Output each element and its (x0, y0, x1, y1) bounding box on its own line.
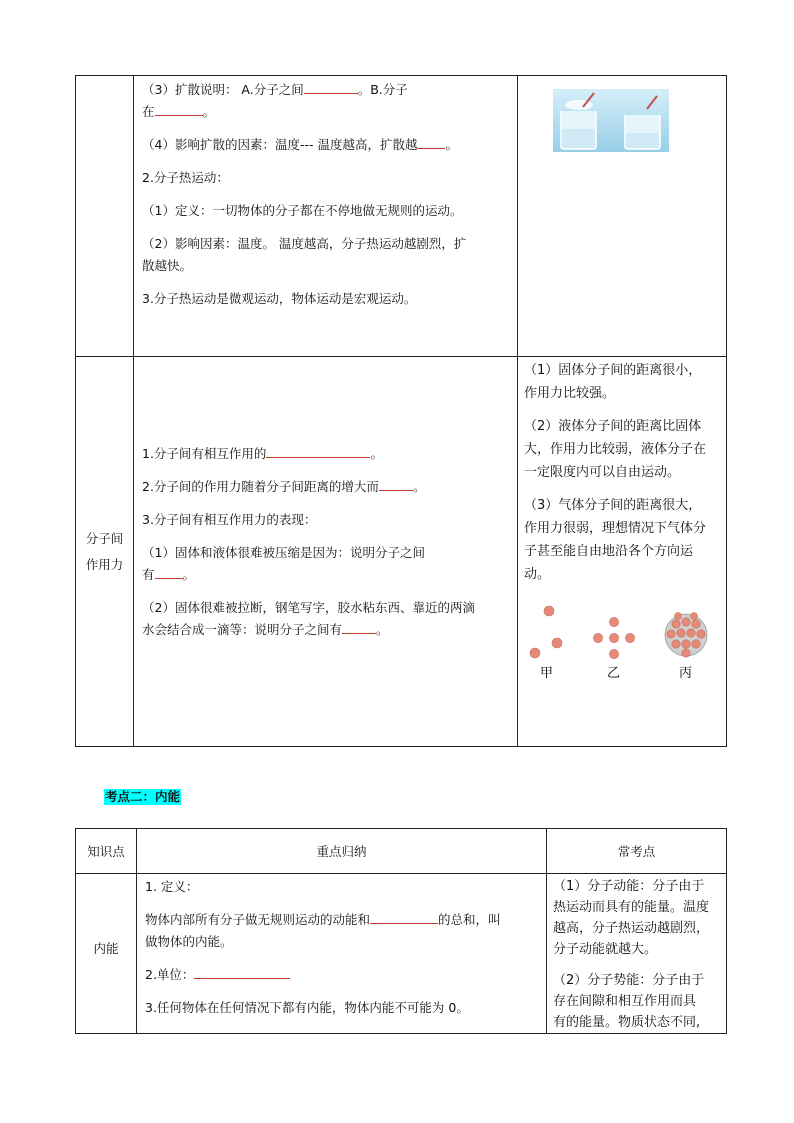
figure-label-bing: 丙 (679, 666, 693, 680)
diffusion-explain-text: （3）扩散说明： A.分子之间 (142, 82, 304, 97)
force-manifestation-title: 3.分子间有相互作用力的表现： (142, 512, 317, 527)
answer-blank[interactable] (304, 92, 358, 94)
kinetic-note-line2: 热运动而具有的能量。温度 (553, 900, 710, 915)
answer-blank[interactable] (417, 147, 445, 149)
compression-text: （1）固体和液体很难被压缩是因为：说明分子之间 (142, 545, 425, 560)
heat-motion-definition: （1）定义：一切物体的分子都在不停地做无规则的运动。 (142, 203, 463, 218)
diffusion-factor-text: （4）影响扩散的因素：温度--- 温度越高，扩散越 (142, 137, 418, 152)
kinetic-note-line4: 分子动能就越大。 (553, 942, 658, 957)
gas-note-line3: 子甚至能自由地沿各个方向运 (524, 544, 694, 559)
answer-blank[interactable] (342, 632, 376, 634)
beaker-diffusion-image (553, 89, 669, 152)
gas-note-line4: 动。 (524, 567, 551, 582)
text-fragment: 。 (445, 137, 458, 152)
solid-note-line2: 作用力比较强。 (524, 386, 616, 401)
liquid-molecule (609, 633, 618, 642)
internal-energy-label: 内能 (76, 874, 137, 1034)
answer-blank[interactable] (155, 577, 183, 579)
gas-note-line1: （3）气体分子间的距离很大， (524, 498, 702, 513)
figure-label-yi: 乙 (607, 666, 621, 680)
definition-text: 物体内部所有分子做无规则运动的动能和 (145, 912, 371, 927)
text-fragment: 的总和，叫 (438, 912, 501, 927)
answer-blank[interactable] (370, 922, 438, 924)
text-fragment: 有 (142, 567, 155, 582)
liquid-molecule (625, 633, 634, 642)
liquid-molecule (609, 649, 618, 658)
table-row (76, 874, 727, 1034)
section-heading: 考点二：内能 (105, 789, 181, 804)
definition-title: 1. 定义： (145, 879, 199, 894)
table-row (76, 357, 727, 747)
row1-label-cell (76, 76, 134, 357)
text-fragment: 水会结合成一滴等：说明分子之间有 (142, 622, 343, 637)
solid-note-line1: （1）固体分子间的距离很小， (524, 363, 702, 378)
internal-energy-content-cell (137, 874, 547, 1034)
table-header-row (76, 829, 727, 874)
text-fragment: 在 (142, 104, 155, 119)
unit-label: 2.单位： (145, 967, 195, 982)
heat-motion-factor-line2: 散越快。 (142, 258, 193, 273)
knowledge-table-2 (75, 828, 727, 1034)
row1-content-cell (134, 76, 518, 357)
potential-note-line3: 有的能量。物质状态不同, (553, 1015, 701, 1030)
kinetic-note-line3: 越高，分子热运动越剧烈， (553, 921, 710, 936)
text-fragment: 。 (202, 104, 216, 119)
answer-blank[interactable] (194, 977, 290, 979)
internal-energy-notes-cell (547, 874, 727, 1034)
gas-molecule (552, 638, 562, 648)
text-fragment: 。B.分子 (357, 82, 408, 97)
header-knowledge-point: 知识点 (76, 829, 137, 874)
potential-note-line2: 存在间隙和相互作用而具 (553, 994, 697, 1009)
figure-label-jia: 甲 (540, 666, 554, 680)
text-fragment: 。 (412, 479, 426, 494)
row2-label-cell (76, 357, 134, 747)
answer-blank[interactable] (266, 456, 370, 458)
table-row (76, 76, 727, 357)
gas-molecule (544, 606, 554, 616)
row1-figure-cell (518, 76, 727, 357)
row2-notes-cell (518, 357, 727, 747)
gas-note-line2: 作用力很弱，理想情况下气体分 (524, 521, 707, 536)
tension-text: （2）固体很难被拉断，钢笔写字，胶水粘东西、靠近的两滴 (142, 600, 475, 615)
answer-blank[interactable] (379, 489, 413, 491)
row2-content-cell (134, 357, 518, 747)
kinetic-note-line1: （1）分子动能：分子由于 (553, 879, 705, 894)
liquid-note-line1: （2）液体分子间的距离比固体 (524, 419, 702, 434)
micro-macro-note: 3.分子热运动是微观运动，物体运动是宏观运动。 (142, 291, 417, 306)
liquid-note-line3: 一定限度内可以自由运动。 (524, 465, 681, 480)
internal-energy-note: 3.任何物体在任何情况下都有内能，物体内能不可能为 0。 (145, 1000, 469, 1015)
potential-note-line1: （2）分子势能：分子由于 (553, 973, 705, 988)
molecule-states-figure (518, 600, 725, 680)
header-key-summary: 重点归纳 (137, 829, 547, 874)
gas-molecule (530, 648, 540, 658)
interaction-text: 1.分子间有相互作用的 (142, 446, 267, 461)
liquid-molecule (609, 617, 618, 626)
row2-label-line1: 分子间 (85, 530, 124, 546)
heat-motion-factor-line1: （2）影响因素：温度。 温度越高，分子热运动越剧烈，扩 (142, 236, 467, 251)
liquid-molecule (593, 633, 602, 642)
answer-blank[interactable] (155, 114, 203, 116)
beaker-figure (553, 89, 669, 152)
definition-text-end: 做物体的内能。 (145, 934, 233, 949)
text-fragment: 。 (370, 446, 383, 461)
text-fragment: 。 (376, 622, 389, 637)
solid-molecule-cluster (665, 613, 707, 658)
heat-motion-title: 2.分子热运动： (142, 170, 229, 185)
row2-label-line2: 作用力 (85, 556, 124, 572)
liquid-note-line2: 大，作用力比较弱，液体分子在 (524, 442, 707, 457)
header-common-test: 常考点 (547, 829, 727, 874)
knowledge-table-1 (75, 75, 727, 747)
force-distance-text: 2.分子间的作用力随着分子间距离的增大而 (142, 479, 379, 494)
text-fragment: 。 (182, 567, 196, 582)
